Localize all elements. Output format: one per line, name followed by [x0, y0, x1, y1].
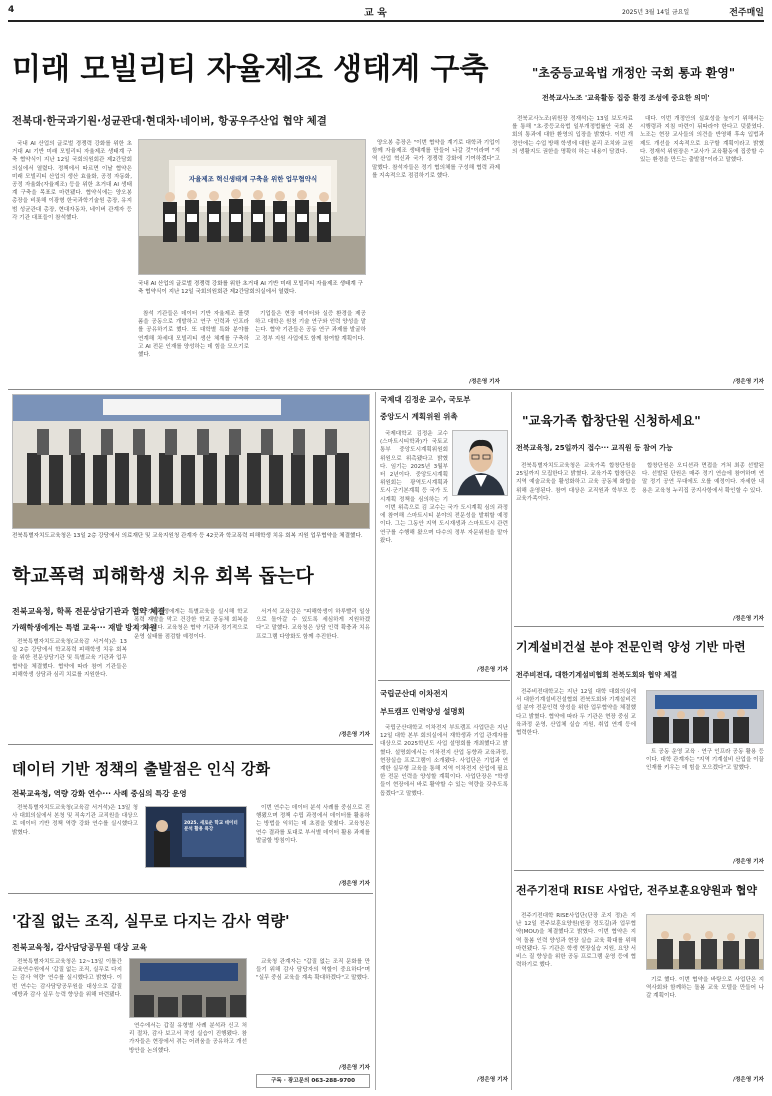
audit-col-2: 연수에서는 갑질 유형별 사례 분석과 신고 처리 절차, 감사 보고서 작성 실습이 진행됐다. 참가자들은 현장에서 겪는 어려움을 공유하고 개선 방안을 논의했다. — [129, 1023, 247, 1054]
mech-photo — [646, 690, 764, 744]
divider-mid-col — [378, 680, 510, 681]
rise-headline: 전주기전대 RISE 사업단, 전주보훈요양원과 협약 — [516, 884, 758, 897]
violence-byline: /정은영 기자 — [338, 732, 370, 738]
choir-headline: "교육가족 합창단원 신청하세요" — [522, 413, 701, 428]
violence-headline: 학교폭력 피해학생 치유 회복 돕는다 — [12, 565, 314, 587]
kim-title-2: 중앙도시 계획위원 위촉 — [380, 412, 458, 421]
violence-col-3: 서거석 교육감은 "피해학생이 하루빨리 일상으로 돌아갈 수 있도록 세심하게 지원하겠다"고 말했다. 교육청은 상담 인력 확충과 치유 프로그램 다양화도 함께 추진한다. — [256, 609, 370, 640]
violence-photo — [12, 394, 370, 529]
violence-subhead-2: 가해학생에게는 특별 교육··· 재발 방지 차원 — [12, 623, 157, 632]
violence-col-2: 또 가해학생에게는 특별교육을 실시해 학교폭력 재발을 막고 건강한 학교 공동체 회복을 돕기로 했다. 교육청은 협약 기관과 정기적으로 운영 실태를 점검할 예정이다. — [134, 609, 248, 640]
choir-byline: /정은영 기자 — [732, 616, 764, 622]
policy-headline: "초중등교육법 개정안 국회 통과 환영" — [532, 66, 736, 80]
issue-date: 2025년 3월 14일 금요일 — [622, 9, 690, 16]
data-byline: /정은영 기자 — [338, 881, 370, 887]
data-headline: 데이터 기반 정책의 출발점은 인식 강화 — [12, 760, 270, 778]
camp-title-1: 국립군산대 이차전지 — [380, 689, 448, 698]
mobility-col-1: 국내 AI 산업의 글로벌 경쟁력 강화를 위한 초거대 AI 기반 미래 모빌리티 자율제조 생태계 구축 협약식이 지난 12일 국회의원회관 제2간담회의실에서 열렸다. 정책에서 따르면 이날 협약은 미래 모빌리티 산업의 생산 효율화, 공정 자동화, 공정 자율화(자율제조) 등을 위한 초거대 AI 생태계 구축을 목표로 마련됐다. 협약식에는 양오봉 총장을 비롯해 이광형 한국과학기술원 총장, 유지범 성균관대 총장, 현대자동차, 네이버 관계자 등 각 기관 대표들이 참석했다. — [12, 141, 132, 221]
header-rule — [8, 20, 764, 22]
rise-byline: /정은영 기자 — [732, 1077, 764, 1083]
choir-col-1: 전북특별자치도교육청은 교육가족 합창단원을 25일까지 모집한다고 밝혔다. 교육가족 합창단은 지역 예술교육을 활성화하고 교육 공동체 화합을 위해 운영된다. 참여 대상은 교직원과 학부모 등 교육가족이다. — [516, 463, 636, 502]
mech-byline: /정은영 기자 — [732, 859, 764, 865]
policy-box — [512, 56, 764, 114]
mobility-col-2: 참석 기관들은 데이터 기반 자율제조 플랫폼을 공동으로 개발하고 연구 인력과 인프라를 공유하기로 했다. 또 대학별 특화 분야를 연계해 차세대 모빌리티 생산 체계를 구축하고 AI 전문 인재를 양성하는 데 힘을 모으기로 했다. — [138, 311, 249, 359]
audit-col-1: 전북특별자치도교육청은 12~13일 이틀간 교육연수원에서 '갑질 없는 조직, 실무로 다지는 감사 역량' 연수를 실시했다고 밝혔다. 이번 연수는 감사담당공무원을 대상으로 갑질 예방과 감사 실무 능력 향상을 위해 마련됐다. — [12, 959, 122, 998]
mobility-caption: 국내 AI 산업의 글로벌 경쟁력 강화를 위한 초거대 AI 기반 미래 모빌리티 자율제조 생태계 구축 협약식이 지난 12일 국회의원회관 제2간담회의실에서 열렸다. — [138, 281, 363, 295]
mobility-photo-banner: 자율제조 혁신생태계 구축을 위한 업무협약식 — [188, 175, 318, 183]
mech-col-1: 전주비전대학교는 지난 12일 대학 대회의실에서 대한기계설비건설협회 전북도회와 기계설비건설 분야 전문인력 양성을 위한 업무협약을 체결했다고 밝혔다. 협약에 따라 두 기관은 현장 중심 교육과정 운영, 산업체 실습 지원, 취업 연계 등에 협력한다. — [516, 689, 636, 737]
camp-text: 국립군산대학교 이차전지 부트캠프 사업단은 지난 12일 대학 본부 회의실에서 재학생과 기업 관계자를 대상으로 2025학년도 사업 설명회를 개최했다고 밝혔다. 설명회에서는 이차전지 산업 동향과 교육과정, 현장실습 프로그램이 소개됐다. 사업단은 기업과 연계한 실무형 교육을 통해 지역 이차전지 산업에 필요한 전문 인력을 양성할 계획이다. 사업단장은 "학생들이 현장에서 바로 활약할 수 있는 역량을 갖추도록 돕겠다"고 말했다. — [380, 725, 508, 797]
data-subhead: 전북교육청, 역량 강화 연수··· 사례 중심의 특강 운영 — [12, 789, 187, 798]
section-label: 교 육 — [364, 8, 387, 19]
mobility-photo — [138, 139, 366, 275]
camp-title-2: 부트캠프 인력양성 설명회 — [380, 707, 465, 716]
audit-headline: '갑질 없는 조직, 실무로 다지는 감사 역량' — [12, 912, 290, 930]
choir-col-2: 합창단원은 오디션과 면접을 거쳐 최종 선발된다. 선발된 단원은 매주 정기 연습에 참여하며 연말 정기 공연 무대에도 오를 예정이다. 자세한 내용은 교육청 누리집 공지사항에서 확인할 수 있다. — [642, 463, 764, 494]
divider-right-1 — [514, 626, 764, 627]
mobility-col-4: 양오봉 총장은 "이번 협약을 계기로 대학과 기업이 함께 자율제조 생태계를 만들어 나갈 것"이라며 "지역 산업 혁신과 국가 경쟁력 강화에 기여하겠다"고 말했다. 참석자들은 정기 협의체를 구성해 협력 과제를 지속적으로 점검하기로 했다. — [372, 140, 500, 179]
policy-subhead: 전북교사노조 '교육활동 집중 환경 조성에 중요한 의미' — [542, 94, 710, 102]
violence-photo-caption: 전북특별자치도교육청은 13일 2층 강당에서 의료재단 및 교육지원청 관계자 등 42곳과 학교폭력 피해학생 치유 회복 지원 업무협약을 체결했다. — [12, 533, 363, 539]
mobility-byline: /정은영 기자 — [468, 379, 500, 385]
mech-subhead: 전주비전대, 대한기계설비협회 전북도회와 협약 체결 — [516, 671, 678, 679]
rise-col-2: 기로 했다. 이번 협약을 바탕으로 사업단은 지역사회와 함께하는 돌봄 교육 모델을 만들어 나갈 계획이다. — [646, 977, 764, 1000]
audit-col-3: 교육청 관계자는 "갑질 없는 조직 문화를 만들기 위해 감사 담당자의 역할이 중요하다"며 "실무 중심 교육을 계속 확대하겠다"고 말했다. — [256, 959, 370, 982]
rise-photo — [646, 914, 764, 970]
data-col-2: 이번 연수는 데이터 분석 사례를 중심으로 진행됐으며 정책 수립 과정에서 데이터를 활용하는 방법을 익히는 데 초점을 맞췄다. 교육청은 연수 결과를 토대로 부서별 데이터 활용 과제를 발굴할 방침이다. — [256, 805, 370, 844]
data-col-1: 전북특별자치도교육청(교육감 서거석)은 13일 청사 대회의실에서 본청 및 직속기관 교직원을 대상으로 데이터 기반 정책 역량 강화 연수를 실시했다고 밝혔다. — [12, 805, 138, 836]
page-number: 4 — [8, 5, 15, 15]
policy-col-2: 대다. 이번 개정안의 실효성을 높이기 위해서는 시행령과 지침 마련이 뒤따라야 한다고 덧붙였다. 노조는 현장 교사들의 의견을 반영해 후속 입법과 제도 개선을 지속적으로 요구할 계획이라고 밝혔다. 정재석 위원장은 "교사가 교육활동에 집중할 수 있는 환경을 만드는 출발점"이라고 말했다. — [640, 116, 764, 164]
violence-subhead: 전북교육청, 학폭 전문상담기관과 협약 체결 — [12, 607, 166, 616]
kim-text-cont: 이번 위촉으로 김 교수는 국가 도시계획 심의 과정에 참여해 스마트시티 분야의 전문성을 발휘할 예정이다. 그는 그동안 지역 도시재생과 스마트도시 관련 연구를 수행해 왔으며 다수의 정부 자문위원을 맡아 왔다. — [380, 505, 508, 544]
kim-title-1: 국제대 김정운 교수, 국토부 — [380, 395, 471, 404]
policy-byline: /정은영 기자 — [732, 379, 764, 385]
rise-col-1: 전주기전대학 RISE사업단(단장 조지 정)은 지난 12일 전주보훈요양원(원장 정도길)과 업무협약(MOU)을 체결했다고 밝혔다. 이번 협약은 지역 돌봄 인력 양성과 현장 실습 교육 확대를 위해 마련됐다. 두 기관은 학생 현장실습 지원, 요양 서비스 질 향상을 위한 공동 프로그램 운영 등에 협력하기로 했다. — [516, 913, 636, 969]
camp-byline: /정은영 기자 — [476, 1077, 508, 1083]
data-photo-banner: 2025. 새로운 학교 데이터 분석 활용 특강 — [184, 821, 238, 832]
audit-photo — [129, 958, 247, 1018]
subscription-ad: 구독 · 광고문의 063-288-9700 — [256, 1074, 370, 1088]
divider-top — [8, 389, 764, 390]
kim-portrait — [452, 430, 508, 496]
paper-name: 전주매일 — [729, 8, 764, 18]
mobility-col-3: 기업들은 현장 데이터와 실증 환경을 제공하고 대학은 원천 기술 연구와 인력 양성을 맡는다. 협약 기관들은 공동 연구 과제를 발굴하고 정부 지원 사업에도 함께 참여할 계획이다. — [255, 311, 366, 342]
divider-mid-left-2 — [8, 893, 373, 894]
column-divider-2 — [511, 392, 512, 1090]
column-divider-1 — [375, 392, 376, 1090]
data-photo — [145, 806, 247, 868]
mobility-subhead: 전북대·한국과기원·성균관대·현대차·네이버, 항공우주산업 협약 체결 — [12, 115, 327, 127]
mobility-headline: 미래 모빌리티 자율제조 생태계 구축 — [12, 52, 489, 87]
kim-byline: /정은영 기자 — [476, 667, 508, 673]
choir-subhead: 전북교육청, 25일까지 접수··· 교직원 등 참여 가능 — [516, 444, 673, 452]
divider-right-2 — [514, 870, 764, 871]
mech-headline: 기계설비건설 분야 전문인력 양성 기반 마련 — [516, 640, 746, 654]
violence-col-1: 전북특별자치도교육청(교육감 서거석)은 13일 2층 강당에서 학교폭력 피해학생 치유 회복을 위한 전문상담기관 및 특별교육 기관과 업무협약을 체결했다. 협약에 따라 참여 기관들은 피해학생 상담과 심리 치료를 지원한다. — [12, 639, 127, 678]
policy-col-1: 전북교사노조(위원장 정재석)는 13일 보도자료를 통해 "초·중등교육법 일부개정법률안 국회 본회의 통과에 대한 환영의 입장을 밝혔다. 이번 개정안에는 수업 방해 학생에 대한 분리 조치와 교원의 생활지도 권한을 명확히 하는 내용이 담겼다. — [512, 116, 633, 155]
audit-subhead: 전북교육청, 감사담당공무원 대상 교육 — [12, 943, 148, 952]
audit-byline: /정은영 기자 — [338, 1065, 370, 1071]
page-header — [8, 2, 764, 19]
kim-text: 국제대학교 김정운 교수(스마트시티학과)가 국토교통부 중앙도시계획위원회 위원으로 위촉됐다고 밝혔다. 임기는 2025년 3월부터 2년이다. 중앙도시계획위원회는 광역도시계획과 도시·군기본계획 등 국가 도시계획 정책을 심의하는 기 — [380, 431, 448, 502]
mech-col-2: 트 공동 운영 교육 · 연구 인프라 공동 활용 등이다. 대학 관계자는 "지역 기계설비 산업을 이끌 인재를 키우는 데 힘을 모으겠다"고 말했다. — [646, 749, 764, 772]
divider-mid-left-1 — [8, 744, 373, 745]
